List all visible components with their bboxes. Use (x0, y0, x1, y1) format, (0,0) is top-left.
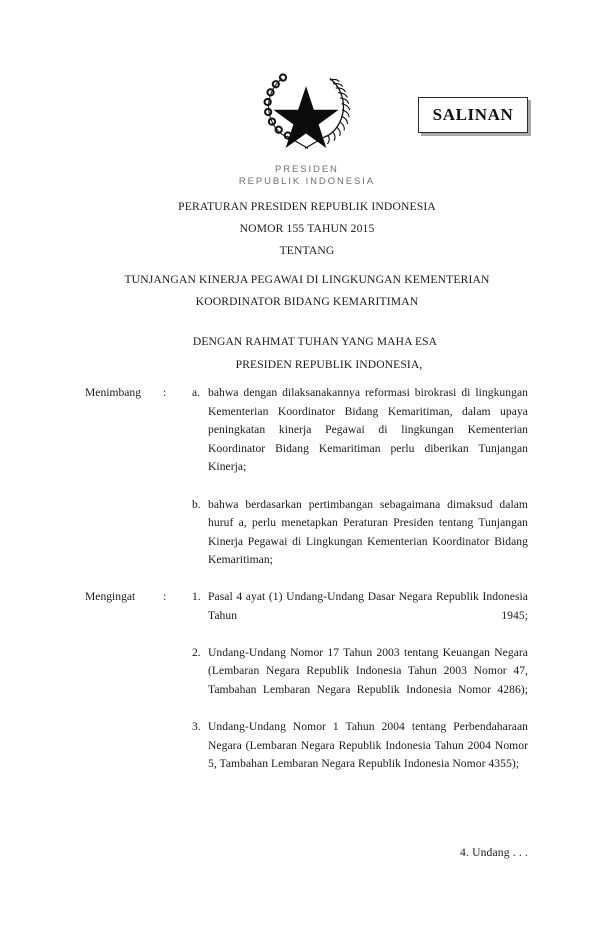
page-continuation-note: 4. Undang . . . (460, 846, 528, 859)
list-item-marker: 2. (192, 645, 201, 659)
section-items-mengingat (192, 588, 612, 774)
title-line-subject: TUNJANGAN KINERJA PEGAWAI DI LINGKUNGAN KEMENTERIAN KOORDINATOR BIDANG KEMARITIMAN (124, 273, 490, 308)
salinan-stamp (418, 97, 528, 133)
emblem-caption-line-2: REPUBLIK INDONESIA (238, 175, 375, 187)
list-item-text: bahwa dengan dilaksanakannya reformasi birokrasi di lingkungan Kementerian Koordinator Bidang Kemaritiman, dalam upaya peningkatan kinerja Pegawai di lingkungan Kementerian Koordinator Bidang Kemaritiman perlu diberikan Tunjangan Kinerja; (208, 386, 528, 474)
list-item (192, 718, 528, 774)
section-label-mengingat: Mengingat (85, 589, 136, 603)
indonesia-seal-icon (258, 66, 354, 158)
section-colon: : (163, 386, 167, 399)
list-item (192, 644, 528, 718)
section-label-menimbang: Menimbang (85, 386, 142, 399)
list-item-text: Pasal 4 ayat (1) Undang-Undang Dasar Negara Republik Indonesia Tahun 1945; (208, 589, 528, 622)
preamble-line-president: PRESIDEN REPUBLIK INDONESIA, (235, 358, 423, 371)
list-item-text: bahwa berdasarkan pertimbangan sebagaimana dimaksud dalam huruf a, perlu menetapkan Peraturan Presiden tentang Tunjangan Kinerja Pegawai di Lingkungan Kementerian Koordinator Bidang Kemaritiman; (208, 497, 528, 567)
list-item-marker: 3. (192, 720, 201, 734)
emblem-caption-line-1: PRESIDEN (275, 164, 339, 175)
section-row (0, 384, 612, 570)
preamble-line-rahmat: DENGAN RAHMAT TUHAN YANG MAHA ESA (192, 335, 438, 348)
title-line-number: NOMOR 155 TAHUN 2015 (239, 222, 375, 235)
section-items-menimbang (192, 384, 612, 570)
section-colon: : (163, 589, 167, 603)
title-spacer (86, 262, 528, 269)
list-item (192, 588, 528, 644)
list-item (192, 496, 528, 570)
list-item (192, 384, 528, 496)
list-item-text: Undang-Undang Nomor 1 Tahun 2004 tentang Perbendaharaan Negara (Lembaran Negara Republik Indonesia Tahun 2004 Nomor 5, Tambahan Lembaran Negara Republik Indonesia Nomor 4355); (208, 720, 528, 771)
emblem-caption (0, 164, 612, 187)
list-item-marker: b. (192, 497, 201, 511)
document-title-block (86, 196, 528, 313)
section-mengingat (0, 588, 612, 774)
preamble-block (86, 330, 528, 376)
section-row (0, 588, 612, 774)
title-line-tentang: TENTANG (279, 244, 335, 257)
section-menimbang (0, 384, 612, 570)
document-body (0, 384, 612, 774)
list-item-marker: a. (192, 386, 201, 399)
salinan-stamp-label: SALINAN (432, 105, 514, 124)
title-line-regulation: PERATURAN PRESIDEN REPUBLIK INDONESIA (178, 200, 436, 213)
list-item-marker: 1. (192, 589, 201, 603)
list-item-text: Undang-Undang Nomor 17 Tahun 2003 tentang Keuangan Negara (Lembaran Negara Republik Indonesia Tahun 2003 Nomor 47, Tambahan Lembaran Negara Republik Indonesia Nomor 4286); (208, 645, 528, 696)
